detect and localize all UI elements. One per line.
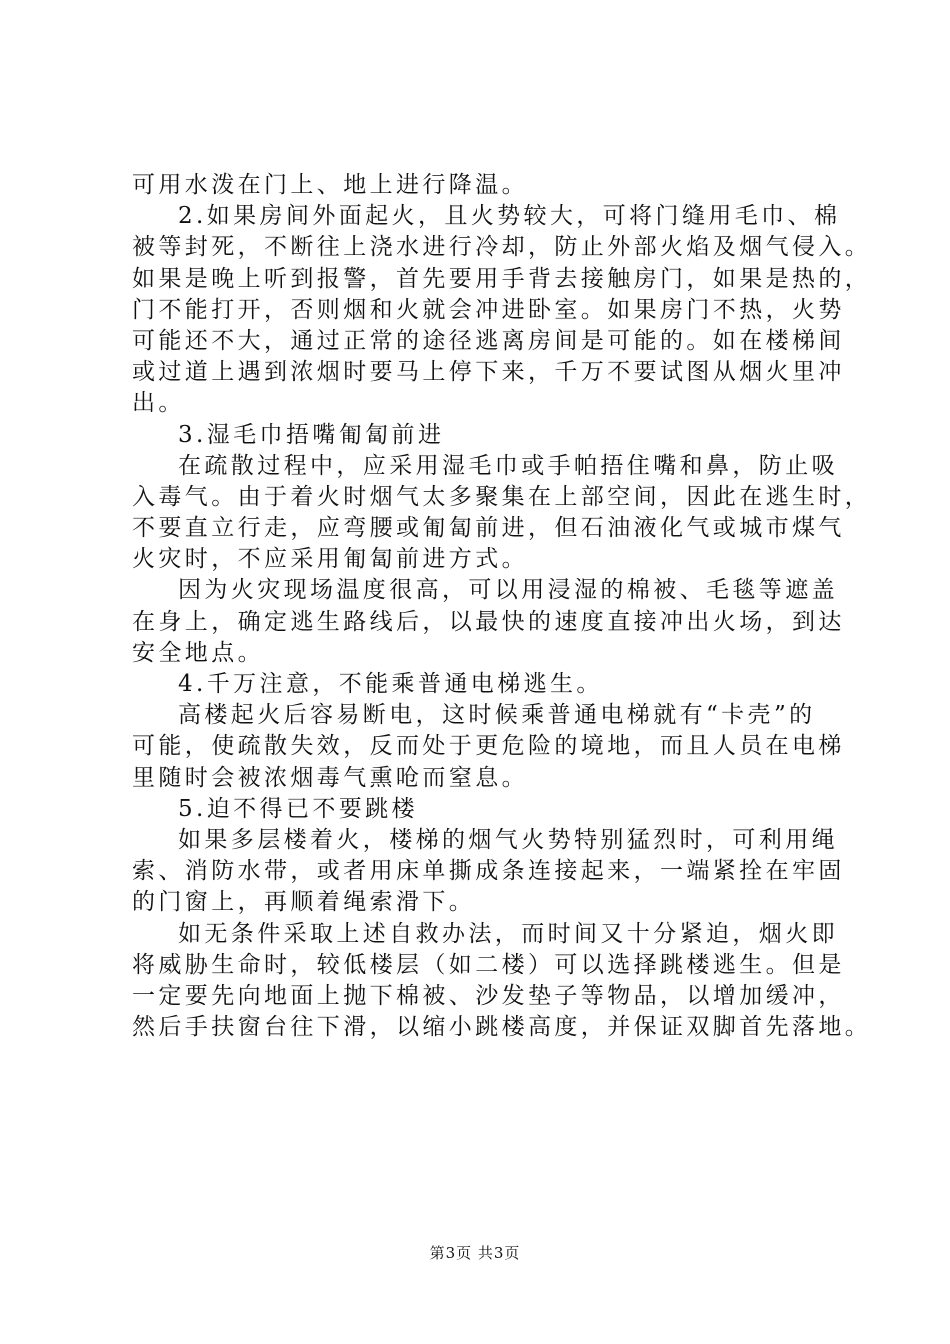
text-line: 然后手扶窗台往下滑，以缩小跳楼高度，并保证双脚首先落地。	[132, 1014, 872, 1041]
text-line: 因为火灾现场温度很高，可以用浸湿的棉被、毛毯等遮盖	[178, 577, 838, 604]
text-line: 在身上，确定逃生路线后，以最快的速度直接冲出火场，到达	[132, 608, 845, 635]
text-line: 如果是晚上听到报警，首先要用手背去接触房门，如果是热的，	[132, 265, 872, 292]
text-line: 4.千万注意，不能乘普通电梯逃生。	[178, 671, 603, 697]
text-line: 出。	[132, 390, 185, 417]
text-line: 一定要先向地面上抛下棉被、沙发垫子等物品，以增加缓冲，	[132, 982, 845, 1009]
text-line: 3.湿毛巾捂嘴匍匐前进	[178, 421, 445, 448]
section-heading	[132, 669, 832, 700]
text-line: 如果多层楼着火，楼梯的烟气火势特别猛烈时，可利用绳	[178, 826, 838, 853]
text-line: 2.如果房间外面起火，且火势较大，可将门缝用毛巾、棉	[178, 203, 841, 230]
text-line: 不要直立行走，应弯腰或匍匐前进，但石油液化气或城市煤气	[132, 515, 845, 542]
text-line: 如无条件采取上述自救办法，而时间又十分紧迫，烟火即	[178, 920, 838, 947]
section-heading	[132, 420, 832, 451]
text-line: 或过道上遇到浓烟时要马上停下来，千万不要试图从烟火里冲	[132, 359, 845, 386]
paragraph	[132, 825, 845, 919]
paragraph	[132, 919, 872, 1044]
document-body	[132, 170, 872, 1043]
text-line: 可能，使疏散失效，反而处于更危险的境地，而且人员在电梯	[132, 733, 845, 760]
text-line: 火灾时，不应采用匍匐前进方式。	[132, 546, 528, 573]
text-line: 的门窗上，再顺着绳索滑下。	[132, 889, 476, 916]
text-line: 可能还不大，通过正常的途径逃离房间是可能的。如在楼梯间	[132, 327, 845, 354]
paragraph	[132, 700, 845, 794]
text-line: 入毒气。由于着火时烟气太多聚集在上部空间，因此在逃生时，	[132, 483, 872, 510]
text-line: 将威胁生命时，较低楼层（如二楼）可以选择跳楼逃生。但是	[132, 951, 845, 978]
section-heading	[132, 794, 832, 825]
text-line: 里随时会被浓烟毒气熏呛而窒息。	[132, 764, 528, 791]
paragraph	[132, 201, 872, 419]
paragraph	[132, 575, 845, 669]
text-line: 索、消防水带，或者用床单撕成条连接起来，一端紧拴在牢固	[132, 858, 845, 885]
text-line: 可用水泼在门上、地上进行降温。	[132, 172, 528, 198]
text-line: 安全地点。	[132, 639, 264, 666]
paragraph	[132, 170, 832, 201]
text-line: 在疏散过程中，应采用湿毛巾或手帕捂住嘴和鼻，防止吸	[178, 452, 838, 479]
page-footer: 第3页 共3页	[429, 1244, 521, 1262]
text-line: 门不能打开，否则烟和火就会冲进卧室。如果房门不热，火势	[132, 296, 845, 323]
text-line: 高楼起火后容易断电，这时候乘普通电梯就有“卡壳”的	[178, 702, 816, 729]
text-line: 被等封死，不断往上浇水进行冷却，防止外部火焰及烟气侵入。	[132, 234, 872, 261]
text-line: 5.迫不得已不要跳楼	[178, 795, 418, 822]
paragraph	[132, 451, 872, 576]
